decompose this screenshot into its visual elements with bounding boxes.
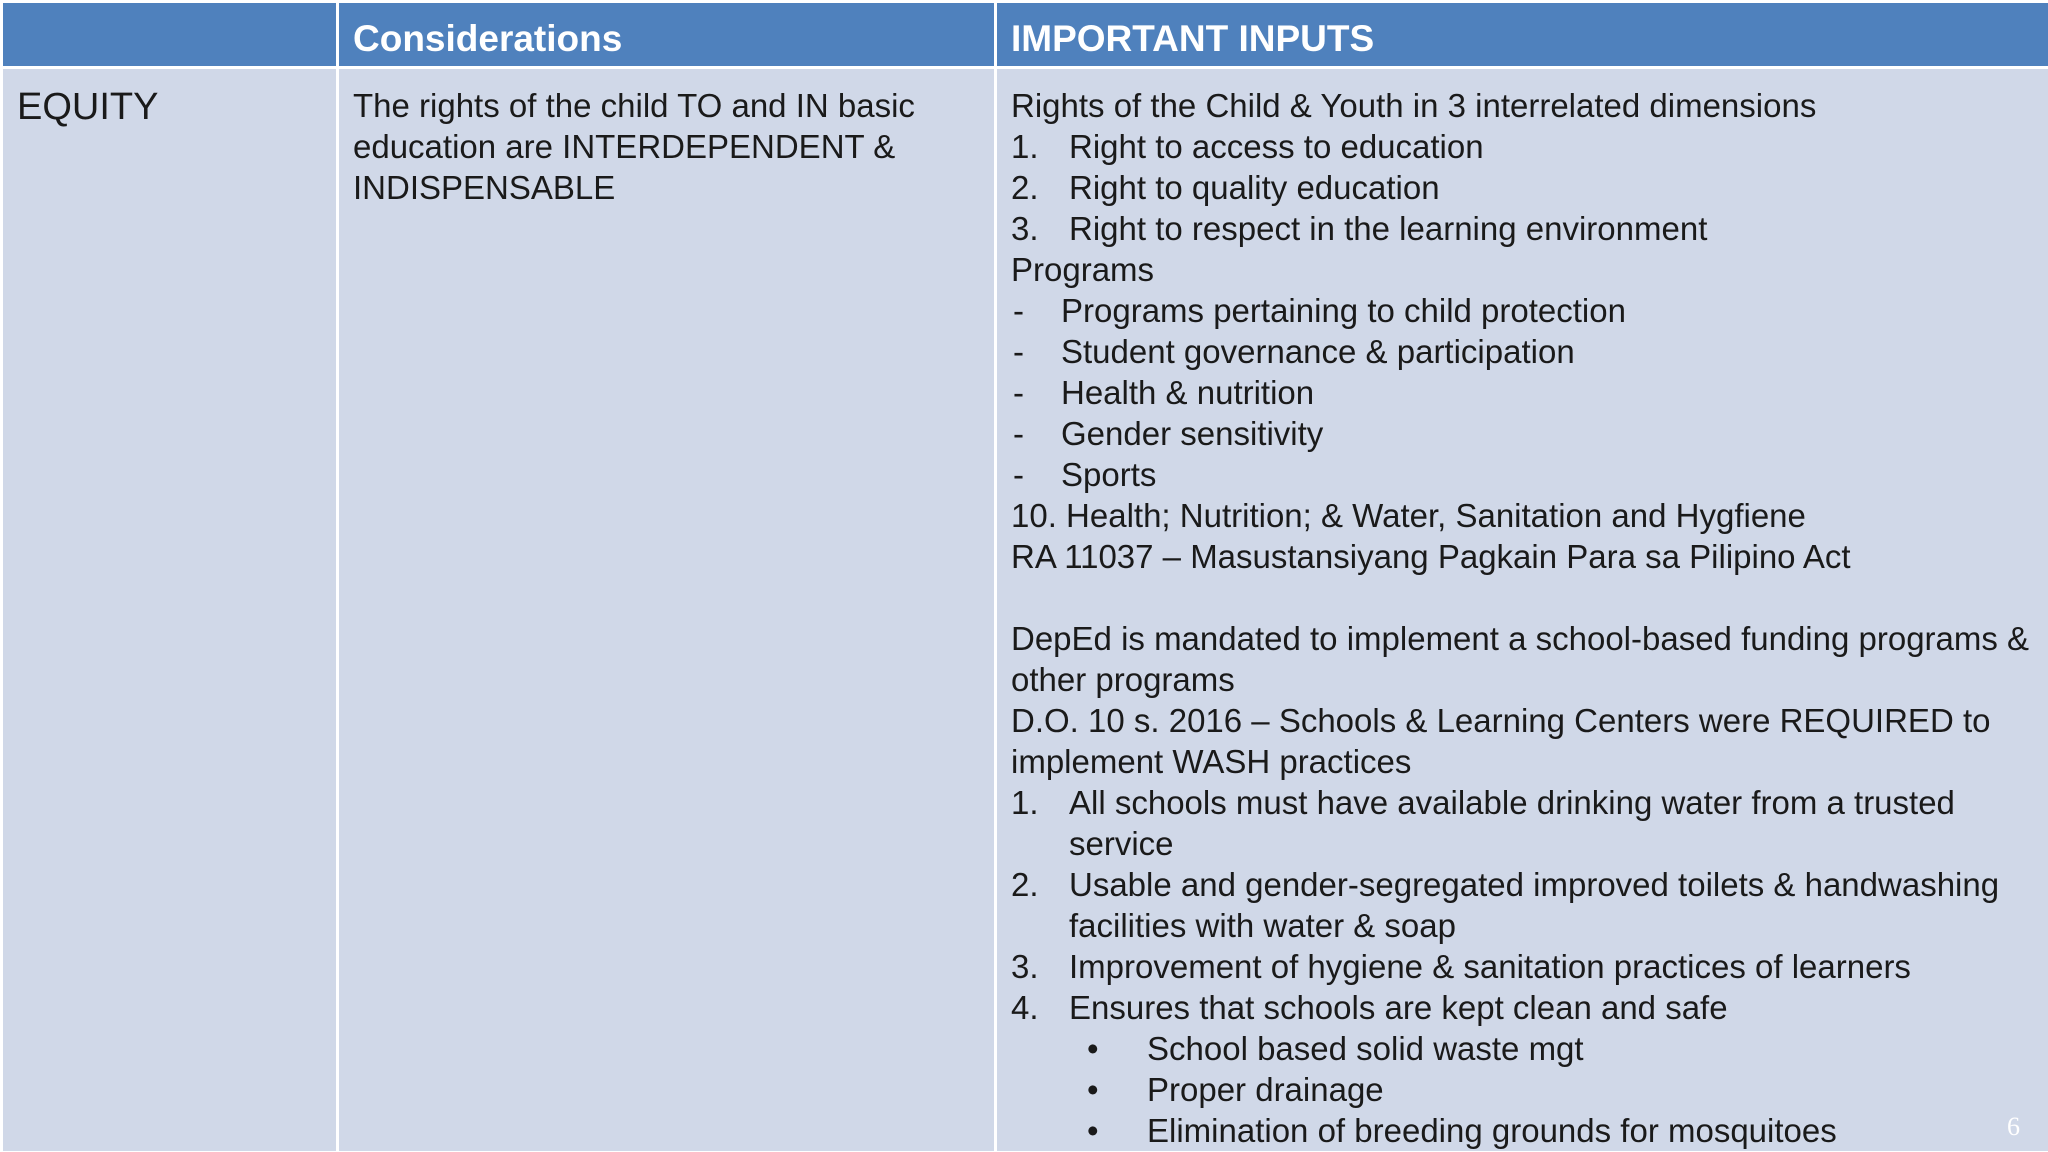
list-number: 2. <box>1011 169 1039 206</box>
row-label: EQUITY <box>17 86 159 128</box>
list-item-text: Usable and gender-segregated improved toilets & handwashing facilities with water & soap <box>1069 866 2000 944</box>
list-item-text: Right to quality education <box>1069 169 1440 206</box>
dash-marker: - <box>1013 456 1024 493</box>
list-item-right-1 <box>1011 126 2034 167</box>
bullet-marker: • <box>1087 1112 1099 1149</box>
dash-marker: - <box>1013 415 1024 452</box>
list-item-right-3 <box>1011 208 2034 249</box>
dash-marker: - <box>1013 333 1024 370</box>
deped-line: DepEd is mandated to implement a school-based funding programs & other programs <box>1011 620 2030 698</box>
list-item-program-4 <box>1011 413 2034 454</box>
sub-bullet-item-1 <box>1011 1028 2034 1069</box>
page-number: 6 <box>2007 1112 2020 1141</box>
list-item-text: Programs pertaining to child protection <box>1061 292 1626 329</box>
list-item-text: Health & nutrition <box>1061 374 1315 411</box>
list-item-text: Right to access to education <box>1069 128 1484 165</box>
ra-line: RA 11037 – Masustansiyang Pagkain Para sa Pilipino Act <box>1011 538 1851 575</box>
list-item-text: All schools must have available drinking water from a trusted service <box>1069 784 1955 862</box>
consideration-cell <box>338 68 996 1152</box>
inputs-intro: Rights of the Child & Youth in 3 interrelated dimensions <box>1011 87 1817 124</box>
list-item-program-1 <box>1011 290 2034 331</box>
list-number: 4. <box>1011 989 1039 1026</box>
table-row-equity <box>2 68 2048 1152</box>
sub-bullet-item-3 <box>1011 1110 2034 1151</box>
list-item-text: Student governance & participation <box>1061 333 1575 370</box>
header-cell-important-inputs: IMPORTANT INPUTS <box>996 2 2048 68</box>
list-item-text: Ensures that schools are kept clean and safe <box>1069 989 1728 1026</box>
header-cell-label <box>2 2 338 68</box>
do-line: D.O. 10 s. 2016 – Schools & Learning Centers were REQUIRED to implement WASH practices <box>1011 702 1991 780</box>
table-header-row <box>2 2 2048 68</box>
header-cell-considerations: Considerations <box>338 2 996 68</box>
list-number: 3. <box>1011 210 1039 247</box>
list-item-text: Sports <box>1061 456 1157 493</box>
dash-marker: - <box>1013 374 1024 411</box>
spacer <box>1011 577 2034 618</box>
list-item-right-2 <box>1011 167 2034 208</box>
list-item-program-5 <box>1011 454 2034 495</box>
list-item-text: Proper drainage <box>1147 1071 1384 1108</box>
list-number: 3. <box>1011 948 1039 985</box>
list-item-text: School based solid waste mgt <box>1147 1030 1584 1067</box>
list-item-program-3 <box>1011 372 2034 413</box>
programs-heading: Programs <box>1011 251 1155 288</box>
inputs-cell <box>996 68 2048 1152</box>
consideration-text: The rights of the child TO and IN basic education are INTERDEPENDENT & INDISPENSABLE <box>353 87 915 206</box>
list-number: 1. <box>1011 128 1039 165</box>
bullet-marker: • <box>1087 1071 1099 1108</box>
bullet-marker: • <box>1087 1030 1099 1067</box>
list-item-text: Improvement of hygiene & sanitation practices of learners <box>1069 948 1911 985</box>
list-item-wash-1 <box>1011 782 2034 864</box>
list-item-text: Right to respect in the learning environment <box>1069 210 1708 247</box>
sub-bullet-item-2 <box>1011 1069 2034 1110</box>
list-number: 1. <box>1011 784 1039 821</box>
list-item-text: Gender sensitivity <box>1061 415 1324 452</box>
list-item-program-2 <box>1011 331 2034 372</box>
list-item-wash-4 <box>1011 987 2034 1028</box>
health-line: 10. Health; Nutrition; & Water, Sanitation and Hygfiene <box>1011 497 1806 534</box>
list-item-wash-3 <box>1011 946 2034 987</box>
row-label-cell <box>2 68 338 1152</box>
list-item-text: Elimination of breeding grounds for mosquitoes <box>1147 1112 1837 1149</box>
dash-marker: - <box>1013 292 1024 329</box>
list-item-wash-2 <box>1011 864 2034 946</box>
list-number: 2. <box>1011 866 1039 903</box>
